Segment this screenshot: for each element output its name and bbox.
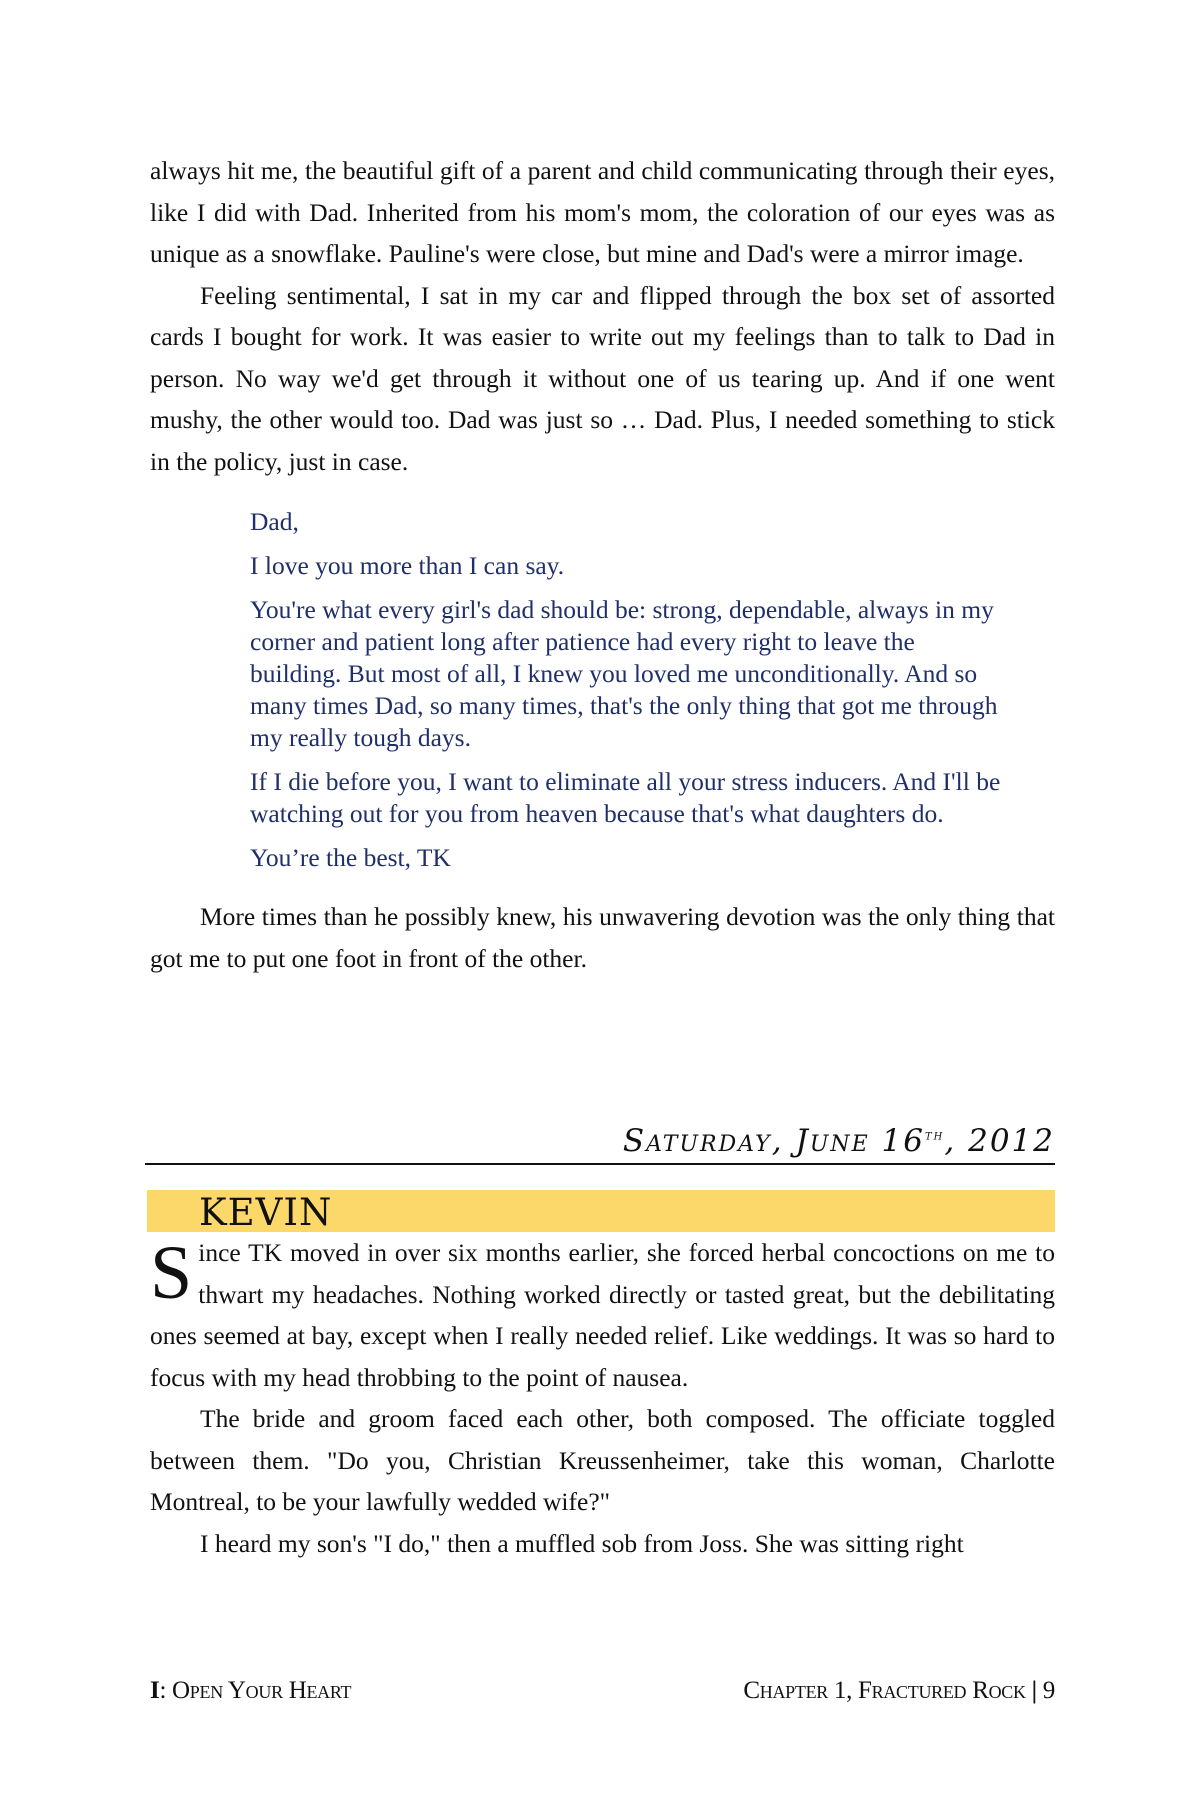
kevin-section-body [150, 1232, 1055, 1564]
footer-chapter [743, 1677, 1055, 1705]
page-number: 9 [1042, 1677, 1055, 1704]
footer-separator: | [1025, 1677, 1043, 1704]
paragraph [150, 1232, 1055, 1398]
date-year: , 2012 [944, 1123, 1055, 1159]
page-footer [150, 1677, 1055, 1711]
letter-signoff: You’re the best, TK [250, 843, 451, 872]
pov-name-bar [147, 1190, 1055, 1232]
section-date-heading [145, 1123, 1055, 1165]
drop-cap: S [150, 1231, 193, 1315]
part-number: I [150, 1677, 160, 1704]
paragraph: I heard my son's "I do," then a muffled sob from Joss. She was sitting right [200, 1528, 964, 1558]
pov-name: KEVIN [199, 1191, 333, 1234]
paragraph: Feeling sentimental, I sat in my car and flipped through the box set of assorted cards I bought for work. It was easier to write out my feelings than to talk to Dad in person. No way we'd get through it without one of us tearing up. And if one went mushy, the other would too. Dad was just so … Dad. Plus, I needed something to stick in the policy, just in case. [150, 280, 1055, 476]
paragraph: The bride and groom faced each other, both composed. The officiate toggled between them. "Do you, Christian Kreussenheimer, take this woman, Charlotte Montreal, to be your lawfully wedded wife?" [150, 1404, 1055, 1516]
part-title: : Open Your Heart [159, 1677, 352, 1704]
letter-card [250, 506, 1010, 874]
letter-line: If I die before you, I want to eliminate all your stress inducers. And I'll be watching out for you from heaven because that's what daughters do. [250, 767, 1001, 828]
paragraph: More times than he possibly knew, his unwavering devotion was the only thing that got me to put one foot in front of the other. [150, 902, 1055, 973]
letter-line: I love you more than I can say. [250, 551, 565, 580]
footer-part [150, 1677, 351, 1705]
chapter-title: Chapter 1, Fractured Rock [743, 1677, 1026, 1704]
date-suffix: th [925, 1127, 945, 1144]
body-before [150, 150, 1055, 979]
letter-salutation: Dad, [250, 507, 299, 536]
date-main: Saturday, June 16 [622, 1123, 925, 1159]
paragraph-text: ince TK moved in over six months earlier, she forced herbal concoctions on me to thwart my headaches. Nothing worked directly or tasted great, but the debilitating ones seemed at bay, except when I really needed relief. Like weddings. It was so hard to focus with my head throbbing to the point of nausea. [150, 1238, 1055, 1392]
paragraph: always hit me, the beautiful gift of a parent and child communicating through their eyes, like I did with Dad. Inherited from his mom's mom, the coloration of our eyes was as unique as a snowflake. Pauline's were close, but mine and Dad's were a mirror image. [150, 156, 1055, 268]
letter-line: You're what every girl's dad should be: strong, dependable, always in my corner and patient long after patience had every right to leave the building. But most of all, I knew you loved me unconditionally. And so many times Dad, so many times, that's the only thing that got me through my really tough days. [250, 595, 998, 752]
